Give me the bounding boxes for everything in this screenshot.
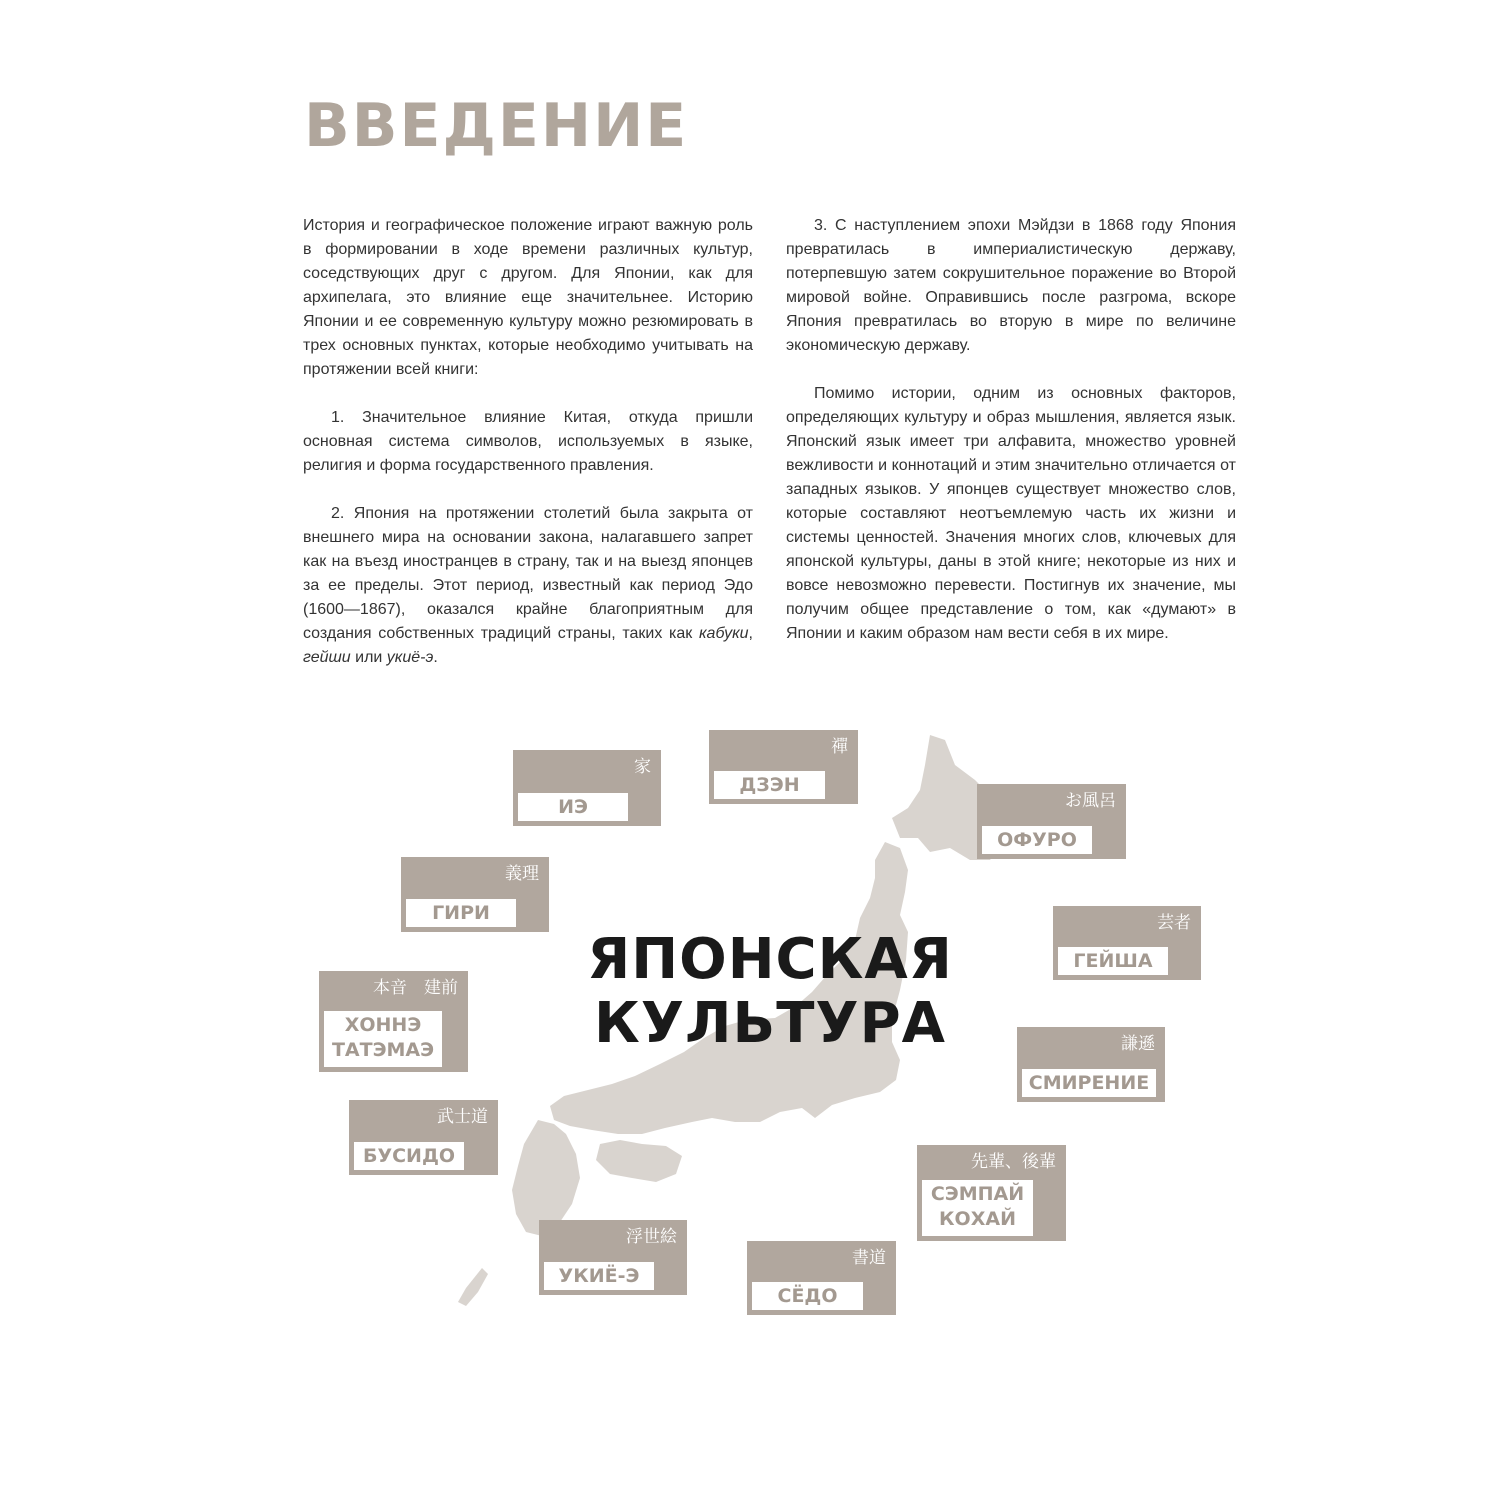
card-smirenie-kanji: 謙遜: [1121, 1034, 1155, 1054]
card-sempai-kanji: 先輩、後輩: [971, 1152, 1056, 1172]
card-sedo-label: СЁДО: [752, 1282, 863, 1310]
card-sempai-label: [922, 1180, 1033, 1236]
card-sempai-label-1: СЭМПАЙ: [930, 1183, 1025, 1205]
intro-paragraph: История и географическое положение играют важную роль в формировании в ходе времени различных культур, соседствующих друг с другом. Для Японии, как для архипелага, это влияние еще значительнее. Историю Японии и ее современную культуру можно резюмировать в трех основных пунктах, которые необходимо учитывать на протяжении всей книги:: [303, 217, 753, 378]
card-ukiyoe-label: УКИЁ-Э: [544, 1262, 654, 1290]
card-busido-kanji: 武士道: [437, 1107, 488, 1127]
card-honne-kanji: 本音 建前: [373, 978, 458, 998]
sentence-end: .: [433, 649, 438, 666]
term-kabuki: кабуки: [698, 625, 749, 642]
card-ie-label: ИЭ: [518, 793, 628, 821]
page-heading: ВВЕДЕНИЕ: [304, 91, 689, 161]
card-geisha-kanji: 芸者: [1157, 913, 1191, 933]
point-2-paragraph: [303, 502, 753, 670]
card-dzen-kanji: 禪: [831, 737, 848, 757]
comma-separator: ,: [748, 625, 753, 642]
card-sempai-kohai: [917, 1145, 1066, 1241]
card-dzen-label: ДЗЭН: [714, 771, 825, 799]
card-busido-label: БУСИДО: [354, 1142, 464, 1170]
title-line-2: КУЛЬТУРА: [594, 991, 946, 1056]
infographic-title: [560, 928, 980, 1056]
card-sempai-label-2: КОХАЙ: [939, 1208, 1016, 1230]
card-busido: [349, 1100, 498, 1175]
card-ukiyoe: [539, 1220, 687, 1295]
card-geisha-label: ГЕЙША: [1058, 947, 1168, 975]
card-ie: [513, 750, 661, 826]
card-dzen: [709, 730, 858, 804]
card-ukiyoe-kanji: 浮世絵: [626, 1227, 677, 1247]
card-sedo-kanji: 書道: [852, 1248, 886, 1268]
card-honne-tatemae: [319, 971, 468, 1072]
card-ofuro-kanji: お風呂: [1065, 791, 1116, 811]
card-giri-kanji: 義理: [505, 864, 539, 884]
point-2-text: 2. Япония на протяжении столетий была закрыта от внешнего мира на основании закона, налагавшего запрет как на въезд иностранцев в страну, так и на выезд японцев за ее пределы. Этот период, известный как период Эдо (1600—1867), оказался крайне благоприятным для создания собственных традиций страны, таких как: [303, 505, 753, 642]
card-ofuro: [977, 784, 1126, 859]
card-giri-label: ГИРИ: [406, 899, 516, 927]
card-honne-label: [324, 1011, 442, 1067]
card-sedo: [747, 1241, 896, 1315]
card-ofuro-label: ОФУРО: [982, 826, 1092, 854]
map-okinawa: [458, 1268, 488, 1306]
card-geisha: [1053, 906, 1201, 980]
card-giri: [401, 857, 549, 932]
card-honne-label-2: ТАТЭМАЭ: [331, 1039, 435, 1061]
term-ukiyoe: укиё-э: [386, 649, 434, 666]
left-text-column: [303, 214, 753, 694]
point-1-paragraph: 1. Значительное влияние Китая, откуда пришли основная система символов, используемых в языке, религия и форма государственного правления.: [303, 409, 753, 474]
map-shikoku: [596, 1140, 682, 1182]
card-honne-label-1: ХОННЭ: [344, 1014, 422, 1036]
term-geishi: гейши: [303, 649, 351, 666]
or-separator: или: [350, 649, 387, 666]
card-ie-kanji: 家: [634, 757, 651, 777]
map-kyushu: [512, 1120, 580, 1236]
card-smirenie: [1017, 1027, 1165, 1102]
card-smirenie-label: СМИРЕНИЕ: [1022, 1069, 1156, 1097]
point-3-paragraph: 3. С наступлением эпохи Мэйдзи в 1868 году Япония превратилась в империалистическую державу, потерпевшую затем сокрушительное поражение во Второй мировой войне. Оправившись после разгрома, вскоре Япония превратилась во вторую в мире по величине экономическую державу.: [786, 217, 1236, 354]
right-text-column: [786, 214, 1236, 670]
title-line-1: ЯПОНСКАЯ: [587, 927, 953, 992]
language-paragraph: Помимо истории, одним из основных факторов, определяющих культуру и образ мышления, является язык. Японский язык имеет три алфавита, множество уровней вежливости и коннотаций и этим значительно отличается от западных языков. У японцев существует множество слов, которые составляют неотъемлемую часть их жизни и системы ценностей. Значения многих слов, ключевых для японской культуры, даны в этой книге; некоторые из них и вовсе невозможно перевести. Постигнув их значение, мы получим общее представление о том, как «думают» в Японии и каким образом нам вести себя в их мире.: [786, 385, 1236, 642]
